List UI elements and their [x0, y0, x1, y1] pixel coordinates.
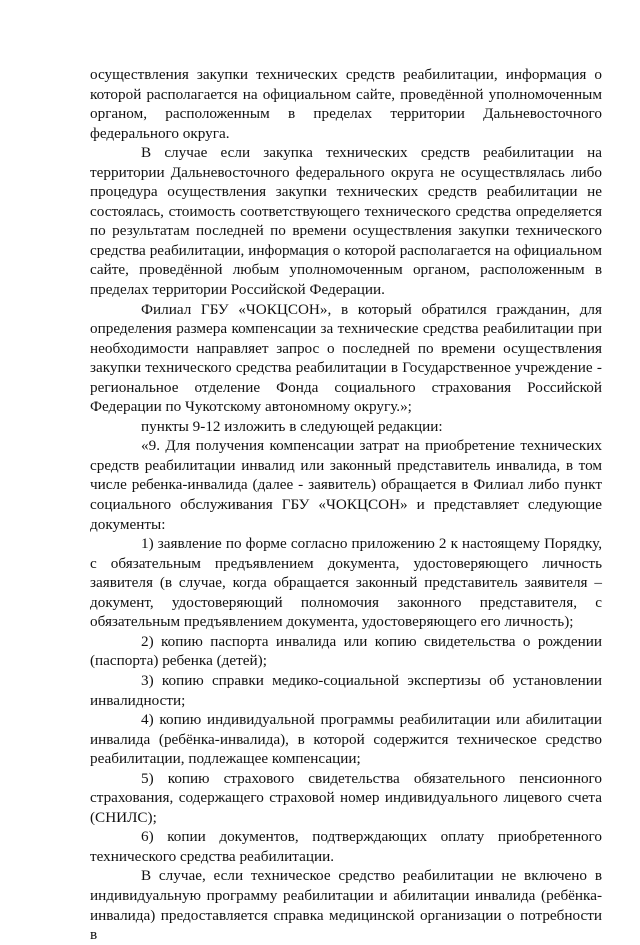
paragraph: В случае если закупка технических средств реабилитации на территории Дальневосточного федерального округа не осуществлялась либо процедура осуществления закупки технических средств реабилитации не состоялась, стоимость соответствующего технического средства определяется по результатам последней по времени осуществления закупки технического средства реабилитации, информация о которой располагается на официальном сайте, проведённой любым уполномоченным органом, расположенным в пределах территории Российской Федерации.: [90, 144, 602, 299]
paragraph: осуществления закупки технических средств реабилитации, информация о которой располагается на официальном сайте, проведённой уполномоченным органом, расположенным в пределах территории Дальневосточного федерального округа.: [90, 66, 602, 142]
list-item: 1) заявление по форме согласно приложению 2 к настоящему Порядку, с обязательным предъявлением документа, удостоверяющего личность заявителя (в случае, когда обращается законный представитель заявителя – документ, удостоверяющий полномочия законного представителя, с обязательным предъявлением документа, удостоверяющего его личность);: [90, 535, 602, 631]
list-item: 2) копию паспорта инвалида или копию свидетельства о рождении (паспорта) ребенка (детей);: [90, 632, 602, 670]
paragraph: Филиал ГБУ «ЧОКЦСОН», в который обратился гражданин, для определения размера компенсации за технические средства реабилитации при необходимости направляет запрос о последней по времени осуществления закупки технического средства реабилитации в Государственное учреждение - региональное отделение Фонда социального страхования Российской Федерации по Чукотскому автономному округу.»;: [90, 300, 602, 416]
paragraph: пункты 9-12 изложить в следующей редакции:: [141, 417, 443, 435]
list-item: 6) копии документов, подтверждающих оплату приобретенного технического средства реабилитации.: [90, 828, 602, 865]
list-item: 5) копию страхового свидетельства обязательного пенсионного страхования, содержащего страховой номер индивидуального лицевого счета (СНИЛС);: [90, 769, 602, 826]
list-item: 3) копию справки медико-социальной экспертизы об установлении инвалидности;: [90, 671, 602, 709]
paragraph: В случае, если техническое средство реабилитации не включено в индивидуальную программу реабилитации и абилитации инвалида (ребёнка-инвалида) предоставляется справка медицинской организации о потребности в: [90, 867, 602, 944]
paragraph: «9. Для получения компенсации затрат на приобретение технических средств реабилитации инвалид или законный представитель инвалида, в том числе ребенка-инвалида (далее - заявитель) обращается в Филиал либо пункт социального обслуживания ГБУ «ЧОКЦСОН» и представляет следующие документы:: [90, 437, 602, 533]
list-item: 4) копию индивидуальной программы реабилитации или абилитации инвалида (ребёнка-инвалида), в которой содержится техническое средство реабилитации, подлежащее компенсации;: [90, 711, 602, 768]
document-body: [90, 65, 602, 945]
